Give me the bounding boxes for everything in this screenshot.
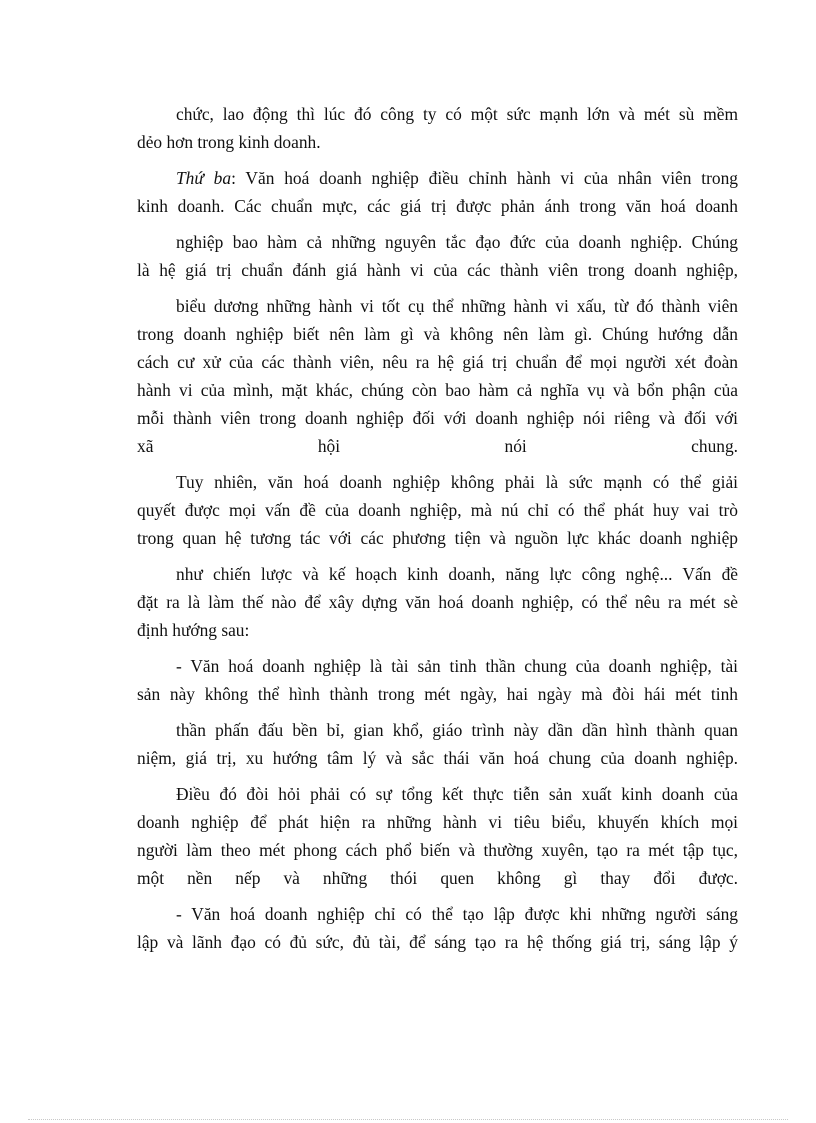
text-line: là hệ giá trị chuẩn đánh giá hành vi của các thành viên trong doanh nghiệp, [137, 260, 738, 280]
text-line: sản này không thể hình thành trong mét ngày, hai ngày mà đòi hái mét tinh [137, 684, 738, 704]
text-line: thần phấn đấu bền bỉ, gian khổ, giáo trình này dần dần hình thành quan [176, 720, 738, 740]
text-line: quyết được mọi vấn đề của doanh nghiệp, mà nú chỉ có thể phát huy vai trò [137, 500, 738, 520]
text-line: dẻo hơn trong kinh doanh. [137, 132, 321, 152]
text-line: niệm, giá trị, xu hướng tâm lý và sắc thái văn hoá chung của doanh nghiệp. [137, 748, 738, 768]
text-line: đặt ra là làm thế nào để xây dựng văn hoá doanh nghiệp, có thể nêu ra mét sè [137, 592, 738, 612]
text-line: cách cư xử của các thành viên, nêu ra hệ giá trị chuẩn để mọi người xét đoàn [137, 352, 738, 372]
text-line: Điều đó đòi hỏi phải có sự tổng kết thực tiễn sản xuất kinh doanh của [176, 784, 738, 804]
text-line: lập và lãnh đạo có đủ sức, đủ tài, để sáng tạo ra hệ thống giá trị, sáng lập ý [137, 932, 738, 952]
text-line: doanh nghiệp để phát hiện ra những hành vi tiêu biểu, khuyến khích mọi [137, 812, 738, 832]
text-line: như chiến lược và kế hoạch kinh doanh, năng lực công nghệ... Vấn đề [176, 564, 738, 584]
text-line: trong quan hệ tương tác với các phương tiện và nguồn lực khác doanh nghiệp [137, 528, 738, 548]
text-line: trong doanh nghiệp biết nên làm gì và không nên làm gì. Chúng hướng dẫn [137, 324, 738, 344]
text-line: mỗi thành viên trong doanh nghiệp đối với doanh nghiệp nói riêng và đối với [137, 408, 738, 428]
text-line: hành vi của mình, mặt khác, chúng còn bao hàm cả nghĩa vụ và bổn phận của [137, 380, 738, 400]
text-span: : Văn hoá doanh nghiệp điều chỉnh hành vi của nhân viên trong [231, 168, 738, 188]
page-bottom-rule [28, 1119, 788, 1120]
text-line: - Văn hoá doanh nghiệp chỉ có thể tạo lập được khi những người sáng [176, 904, 738, 924]
text-line: - Văn hoá doanh nghiệp là tài sản tinh thần chung của doanh nghiệp, tài [176, 656, 738, 676]
text-line: nghiệp bao hàm cả những nguyên tắc đạo đức của doanh nghiệp. Chúng [176, 232, 738, 252]
text-line: biểu dương những hành vi tốt cụ thể những hành vi xấu, từ đó thành viên [176, 296, 738, 316]
text-line: kinh doanh. Các chuẩn mực, các giá trị được phản ánh trong văn hoá doanh [137, 196, 738, 216]
text-line: định hướng sau: [137, 620, 250, 640]
text-line: Tuy nhiên, văn hoá doanh nghiệp không phải là sức mạnh có thể giải [176, 472, 738, 492]
text-line: xã hội nói chung. [137, 436, 738, 456]
emphasis-text: Thứ ba [176, 168, 232, 188]
text-line [176, 167, 738, 189]
text-line: một nền nếp và những thói quen không gì thay đổi được. [137, 868, 738, 888]
text-line: người làm theo mét phong cách phổ biến và thường xuyên, tạo ra mét tập tục, [137, 840, 738, 860]
text-line: chức, lao động thì lúc đó công ty có một sức mạnh lớn và mét sù mềm [176, 104, 738, 124]
